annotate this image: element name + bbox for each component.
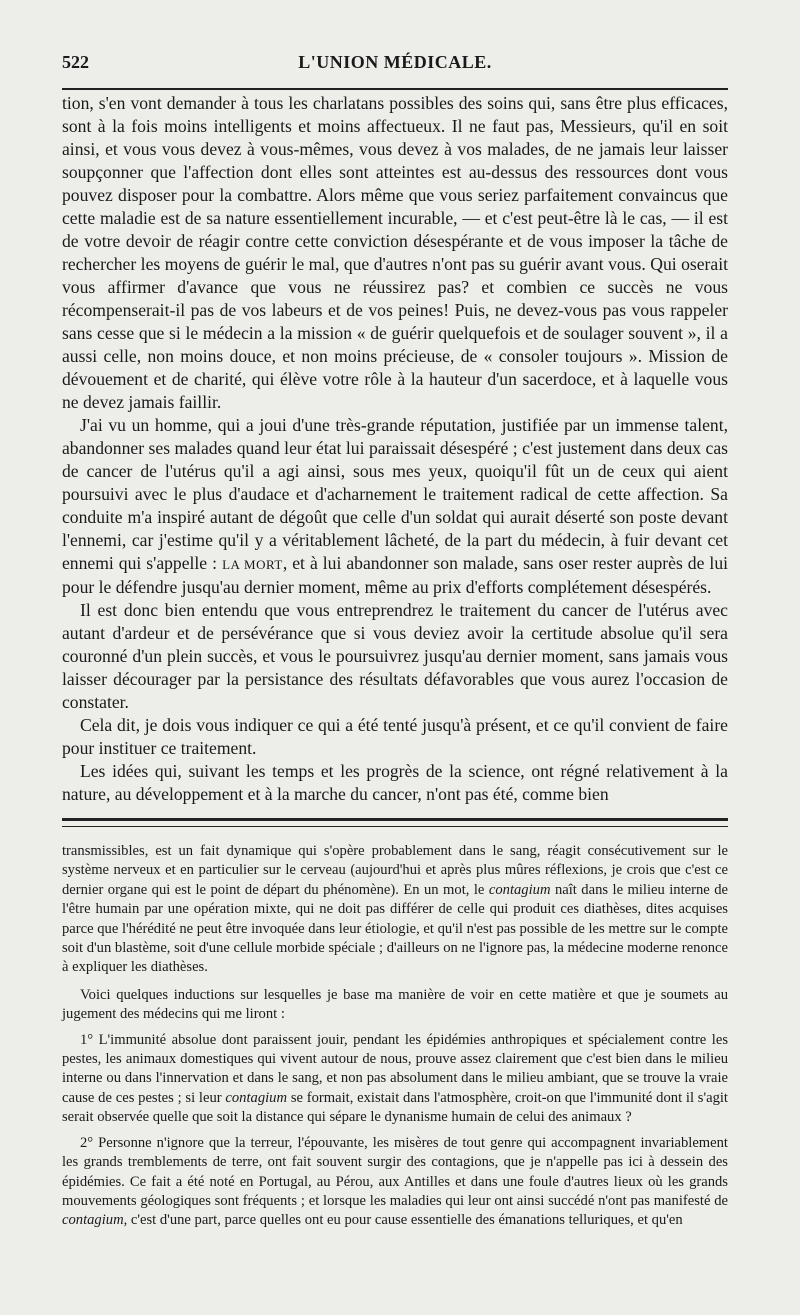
footnote-text: 2° Personne n'ignore que la terreur, l'épouvante, les misères de tout genre qui accompagnent invariablement les grands tremblements de terre, ont fait souvent surgir des contagions, que je n'appelle pas ici à dessein des épidémies. Ce fait a été noté en Portugal, au Pérou, aux Antilles et dans une foule d'autres lieux où les grands mouvements géologiques sont fréquents ; et lorsque les maladies qui leur ont ainsi succédé n'ont pas manifesté de bbox=[62, 1134, 728, 1209]
paragraph-text: J'ai vu un homme, qui a joui d'une très-grande réputation, justifiée par un immense talent, abandonner ses malades quand leur état lui paraissait désespéré ; c'est justement dans deux cas de cancer de l'utérus qu'il a agi ainsi, sous mes yeux, quoiqu'il fût un de ceux qui aient poursuivi avec le plus d'audace et d'acharnement le traitement radical de cette affection. Sa conduite m'a inspiré autant de dégoût que celle d'un soldat qui aurait déserté son poste devant l'ennemi, car j'estime qu'il y a véritablement lâcheté, de la part du médecin, à fuir devant cet ennemi qui s'appelle : bbox=[62, 415, 728, 573]
footnote-text: transmissibles, est un fait dynamique qui s'opère probablement dans le sang, réagit consécutivement sur le système nerveux et en particulier sur le cerveau (aujourd'hui et après plus mûres réflexions, je crois que c'est ce dernier organe qui est le point de départ du phénomène). En un mot, le bbox=[62, 843, 728, 898]
footnote-separator bbox=[62, 818, 728, 827]
footnote bbox=[62, 842, 728, 1237]
paragraph-text: , et à lui abandonner son malade, sans oser rester auprès de lui pour le défendre jusqu'au dernier moment, même au prix d'efforts complétement désespérés. bbox=[62, 553, 729, 597]
footnote-text: 1° L'immunité absolue dont paraissent jouir, pendant les épidémies anthropiques et spécialement contre les pestes, les animaux domestiques qui vivent autour de nous, prouve assez clairement que c'est bien dans le milieu interne ou dans l'innervation et dans le sang, et non pas absolument dans le milieu ambiant, que se trouve la vraie cause de ces pestes ; si leur bbox=[62, 1031, 728, 1106]
main-text bbox=[62, 92, 728, 806]
footnote-paragraph bbox=[62, 1031, 728, 1128]
footnote-text: , c'est d'une part, parce quelles ont eu pour cause essentielle des émanations telluriques, et qu'en bbox=[123, 1212, 683, 1229]
header-rule bbox=[62, 88, 728, 90]
paragraph: tion, s'en vont demander à tous les charlatans possibles des soins qui, sans être plus efficaces, sont à la fois moins intelligents et moins affectueux. Il ne faut pas, Messieurs, qu'il en soit ainsi, et vous vous devez à vous-mêmes, vous devez à vos malades, de ne jamais leur laisser soupçonner que l'affection dont elles sont atteintes est au-dessus des ressources dont vous pouvez disposer pour la combattre. Alors même que vous seriez parfaitement convaincus que cette maladie est de sa nature essentiellement incurable, — et c'est peut-être là le cas, — il est de votre devoir de réagir contre cette conviction désespérante et de vous imposer la tâche de rechercher les moyens de guérir le mal, que d'autres n'ont pas su guérir avant vous. Qui oserait vous affirmer d'avance que vous ne réussirez pas? et combien ce succès ne vous récompenserait-il pas de vos labeurs et de vos peines! Puis, ne devez-vous pas vous rappeler sans cesse que si le médecin a la mission « de guérir quelquefois et de soulager souvent », il a aussi celle, non moins douce, et non moins précieuse, de « consoler toujours ». Mission de dévouement et de charité, qui élève votre rôle à la hauteur d'un sacerdoce, et à laquelle vous ne devez jamais faillir. bbox=[62, 93, 728, 412]
paragraph: Les idées qui, suivant les temps et les progrès de la science, ont régné relativement à la nature, au développement et à la marche du cancer, n'ont pas été, comme bien bbox=[62, 761, 728, 804]
italic-term: contagium bbox=[225, 1089, 288, 1106]
paragraph bbox=[62, 414, 728, 599]
journal-title: L'UNION MÉDICALE. bbox=[298, 52, 492, 72]
running-header bbox=[62, 52, 728, 80]
footnote-paragraph bbox=[62, 1134, 728, 1231]
italic-term: contagium bbox=[62, 1212, 124, 1229]
footnote-paragraph: Voici quelques inductions sur lesquelles je base ma manière de voir en cette matière et que je soumets au jugement des médecins qui me liront : bbox=[62, 986, 728, 1023]
italic-term: contagium bbox=[488, 881, 551, 898]
footnote-paragraph bbox=[62, 842, 728, 978]
paragraph: Cela dit, je dois vous indiquer ce qui a été tenté jusqu'à présent, et ce qu'il convient de faire pour instituer ce traitement. bbox=[62, 715, 728, 758]
footnote-text: naît dans le milieu interne de l'être humain par une opération mixte, qui ne doit pas différer de celle qui produit ces diathèses, dites acquises parce que l'hérédité ne peut être invoquée dans leur étiologie, et qu'il n'est pas possible de les mettre sur le compte soit d'un blastème, soit d'une cellule morbide spéciale ; d'ailleurs on ne l'ignore pas, la médecine moderne renonce à expliquer les diathèses. bbox=[62, 881, 729, 976]
footnote-text: se formait, existait dans l'atmosphère, croit-on que l'immunité dont il s'agit serait observée quelle que soit la distance qui sépare le dynanisme humain de celui des animaux ? bbox=[62, 1089, 728, 1126]
page-number: 522 bbox=[62, 52, 89, 72]
paragraph: Il est donc bien entendu que vous entreprendrez le traitement du cancer de l'utérus avec autant d'ardeur et de persévérance que si vous deviez avoir la certitude absolue qu'il sera couronné d'un plein succès, et vous le poursuivrez jusqu'au dernier moment, sans jamais vous laisser décourager par la persistance des résultats défavorables que vous aurez l'occasion de constater. bbox=[62, 600, 728, 712]
small-caps-text: LA MORT bbox=[222, 557, 283, 572]
